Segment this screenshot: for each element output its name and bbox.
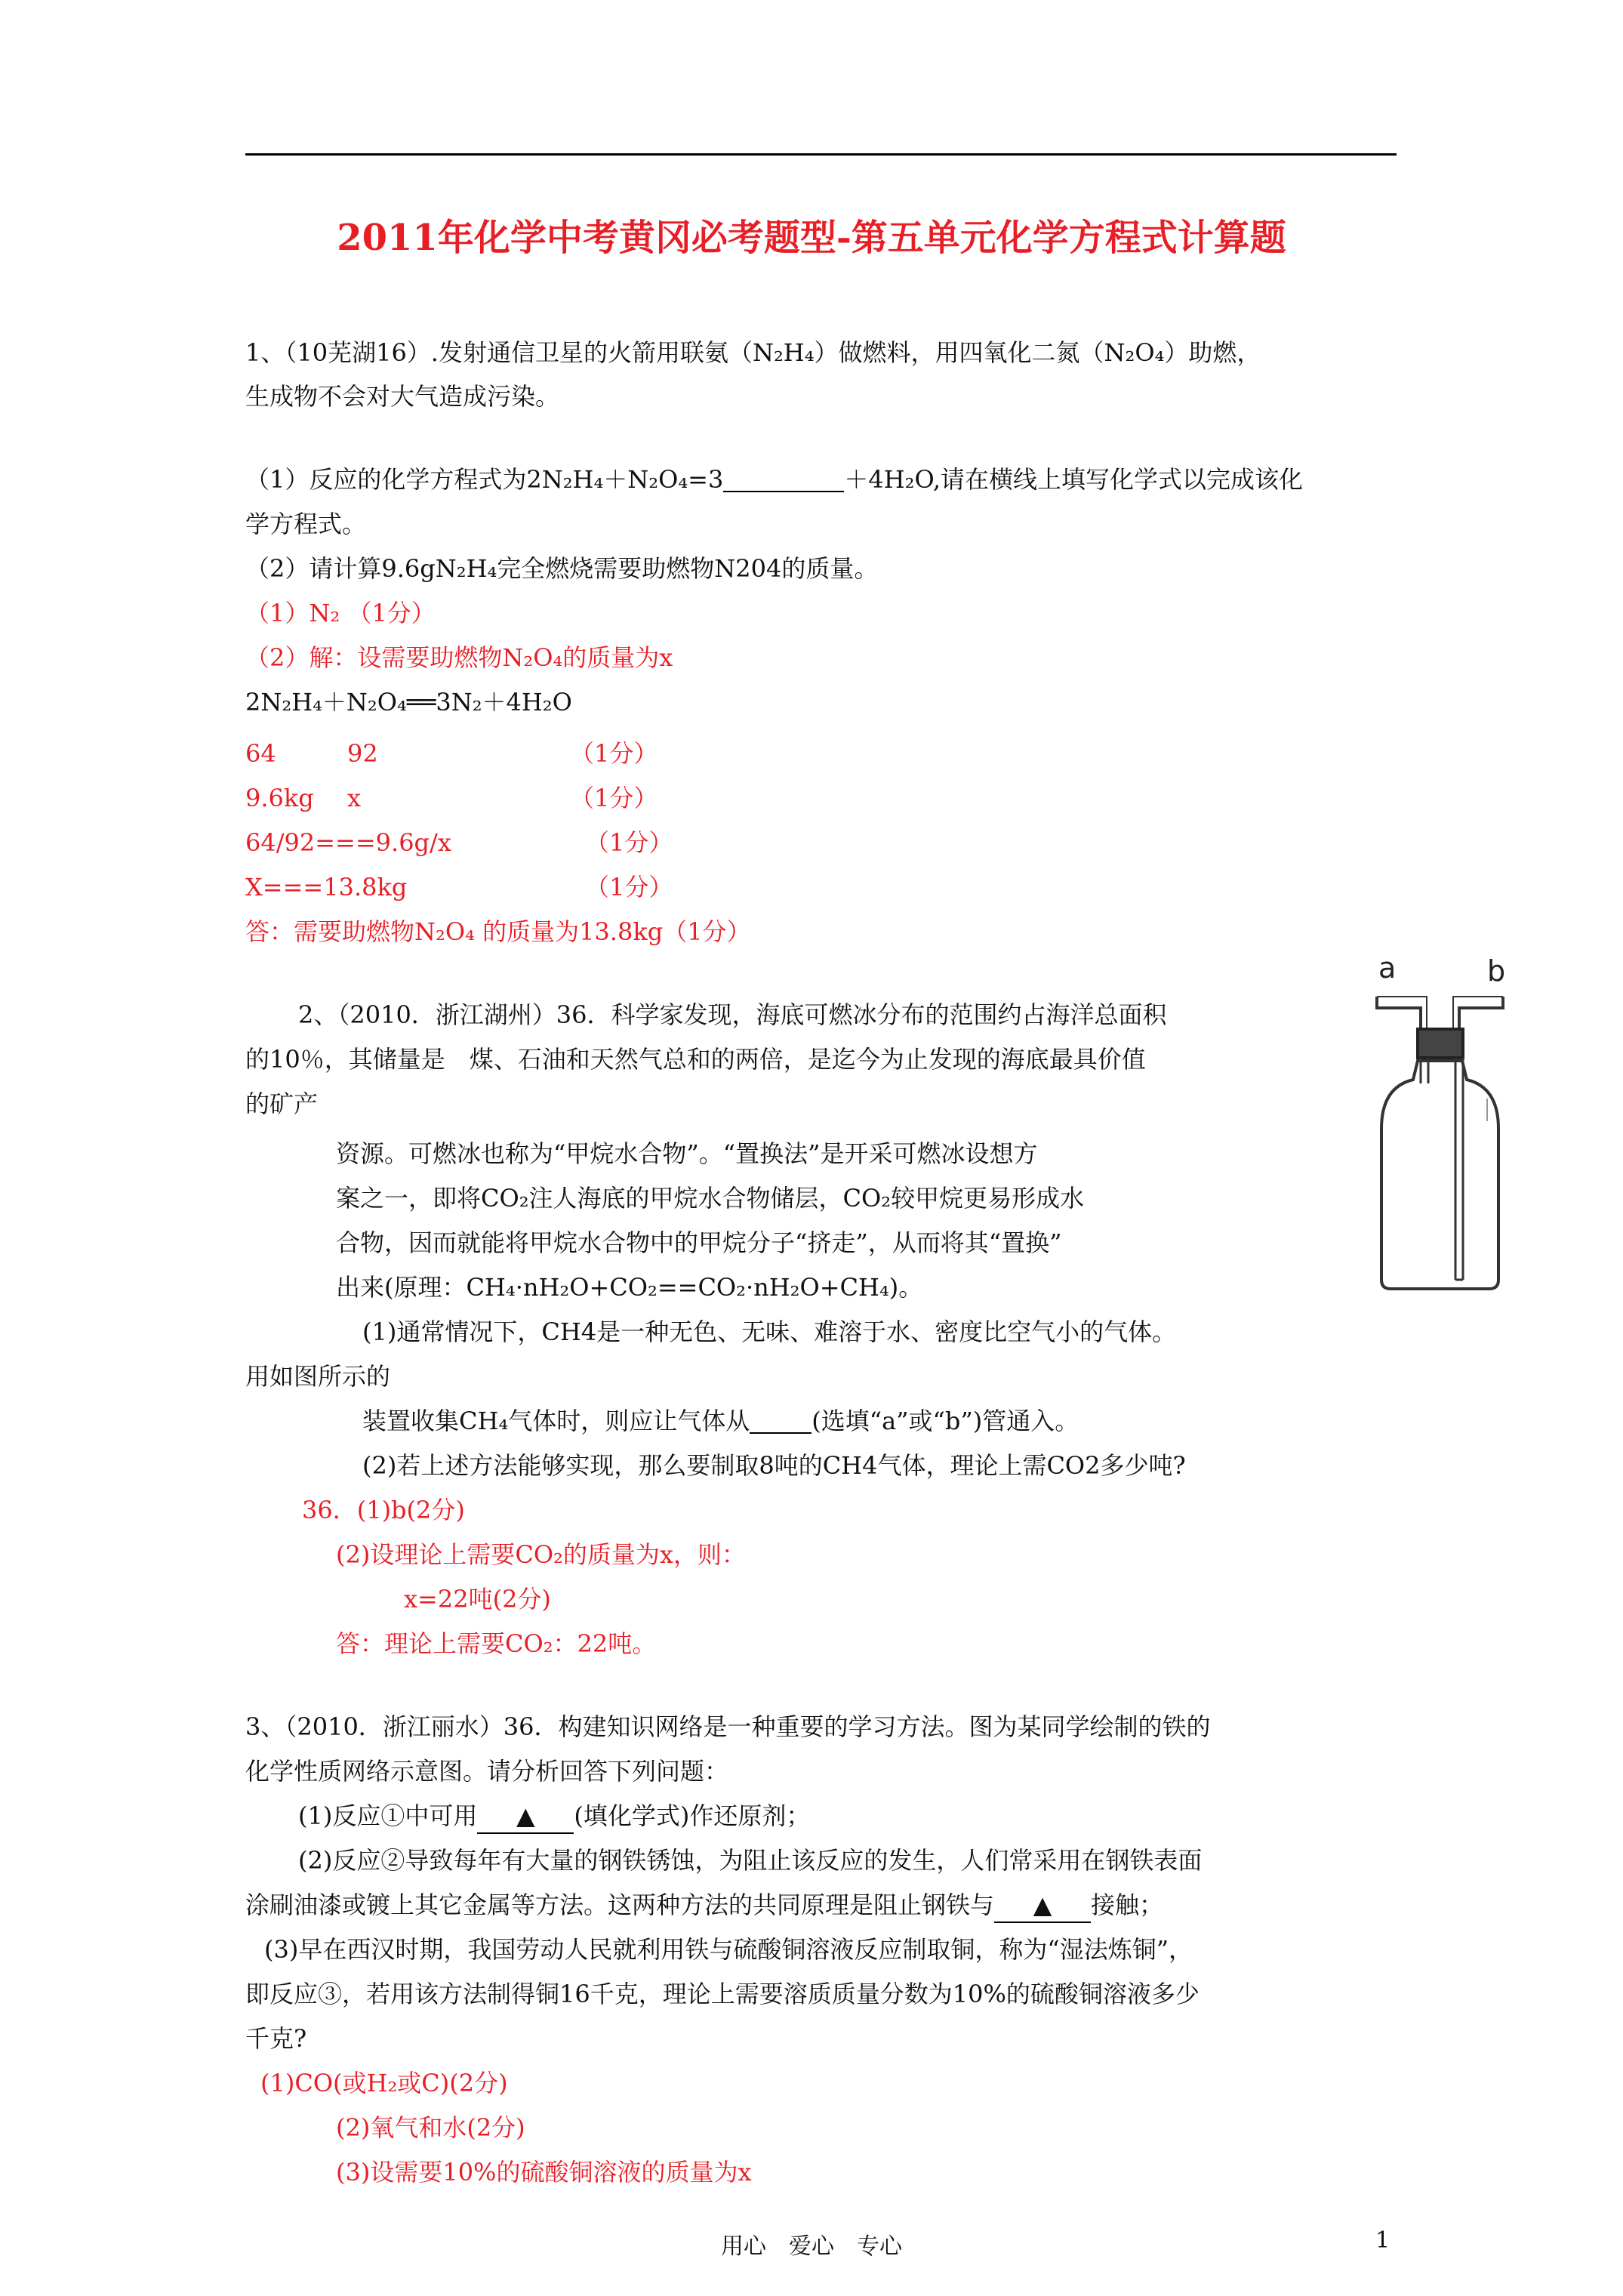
q3-line-8: 千克? [245, 2024, 307, 2053]
q2-line-10-a: 装置收集CH₄气体时，则应让气体从 [362, 1407, 750, 1435]
q1-answer-blank[interactable] [723, 468, 844, 492]
q2-line-11: (2)若上述方法能够实现，那么要制取8吨的CH4气体，理论上需CO2多少吨? [362, 1451, 1186, 1480]
q1-line-4: 学方程式。 [245, 510, 367, 538]
page-title: 2011年化学中考黄冈必考题型-第五单元化学方程式计算题 [337, 217, 1286, 259]
q1-ratio-2-b: x [347, 784, 362, 812]
q1-answer-1: （1）N₂ （1分） [245, 599, 436, 627]
q1-line-3-b: ＋4H₂O,请在横线上填写化学式以完成该化 [844, 465, 1303, 494]
q1-equation: 2N₂H₄＋N₂O₄══3N₂＋4H₂O [245, 688, 572, 717]
q1-ratio-1-b: 92 [347, 739, 378, 768]
q3-line-3 [298, 1799, 810, 1834]
tube-label-a: a [1378, 951, 1397, 985]
q2-line-4: 资源。可燃冰也称为“甲烷水合物”。“置换法”是开采可燃冰设想方 [336, 1139, 1038, 1168]
q2-line-6: 合物，因而就能将甲烷水合物中的甲烷分子“挤走”，从而将其“置换” [336, 1228, 1062, 1257]
q3-line-5 [245, 1888, 1163, 1923]
q2-line-1: 2、（2010．浙江湖州）36．科学家发现，海底可燃冰分布的范围约占海洋总面积 [298, 1000, 1167, 1029]
q2-line-10-b: (选填“a”或“b”)管通入。 [812, 1407, 1079, 1435]
q3-line-2: 化学性质网络示意图。请分析回答下列问题： [245, 1757, 729, 1786]
header-rule [245, 153, 1397, 156]
page-footer: 用心 爱心 专心 [721, 2233, 902, 2260]
q3-line-1: 3、（2010．浙江丽水）36．构建知识网络是一种重要的学习方法。图为某同学绘制的铁的 [245, 1712, 1211, 1741]
q3-line-3-a: (1)反应①中可用 [298, 1801, 478, 1830]
q2-line-2: 的10％，其储量是 煤、石油和天然气总和的两倍，是迄今为止发现的海底最具价值 [245, 1045, 1146, 1074]
q1-answer-2: （2）解：设需要助燃物N₂O₄的质量为x [245, 643, 673, 672]
q1-line-1: 1、（10芜湖16）.发射通信卫星的火箭用联氨（N₂H₄）做燃料，用四氧化二氮（N₂O₄）助燃， [245, 338, 1261, 367]
q2-line-8: (1)通常情况下，CH4是一种无色、无味、难溶于水、密度比空气小的气体。 [362, 1318, 1177, 1346]
q1-line-3 [245, 463, 1303, 496]
gas-bottle-drawing [1377, 997, 1503, 1289]
q1-line-3-a: （1）反应的化学方程式为2N₂H₄＋N₂O₄=3 [245, 465, 724, 494]
q2-line-3: 的矿产 [245, 1089, 319, 1118]
q3-answer-2: (2)氧气和水(2分) [336, 2113, 525, 2142]
q2-answer-3: x=22吨(2分) [404, 1585, 551, 1613]
q3-line-5-a: 涂刷油漆或镀上其它金属等方法。这两种方法的共同原理是阻止钢铁与 [245, 1891, 995, 1919]
q1-result-score: （1分） [585, 873, 673, 901]
q3-answer-1: (1)CO(或H₂或C)(2分) [260, 2069, 508, 2097]
q2-line-9: 用如图所示的 [245, 1362, 391, 1391]
q1-ratio-2-score: （1分） [570, 784, 658, 812]
q1-ratio-1-a: 64 [245, 739, 276, 768]
q2-answer-4: 答：理论上需要CO₂：22吨。 [336, 1629, 657, 1658]
q1-ratio-3-score: （1分） [585, 828, 673, 857]
q3-answer-3: (3)设需要10%的硫酸铜溶液的质量为x [336, 2158, 752, 2187]
q1-ratio-1-score: （1分） [570, 739, 658, 768]
q3-line-4: (2)反应②导致每年有大量的钢铁锈蚀，为阻止该反应的发生，人们常采用在钢铁表面 [298, 1846, 1203, 1875]
q2-answer-2: (2)设理论上需要CO₂的质量为x，则： [336, 1540, 746, 1569]
gas-bottle-figure [1374, 948, 1506, 1291]
tube-label-b: b [1487, 954, 1506, 988]
q1-line-2: 生成物不会对大气造成污染。 [245, 382, 560, 411]
q1-final-answer: 答：需要助燃物N₂O₄ 的质量为13.8kg（1分） [245, 917, 751, 946]
q1-result: X===13.8kg [245, 873, 408, 901]
page-number: 1 [1375, 2227, 1390, 2254]
q3-line-7: 即反应③，若用该方法制得铜16千克，理论上需要溶质质量分数为10%的硫酸铜溶液多少 [245, 1980, 1200, 2008]
q1-ratio-2-a: 9.6kg [245, 784, 314, 812]
q3-line-3-b: (填化学式)作还原剂； [574, 1801, 811, 1830]
q2-line-5: 案之一，即将CO₂注人海底的甲烷水合物储层，CO₂较甲烷更易形成水 [336, 1184, 1085, 1213]
q2-line-10 [362, 1404, 1079, 1438]
q2-line-7: 出来(原理：CH₄·nH₂O+CO₂==CO₂·nH₂O+CH₄)。 [336, 1273, 923, 1302]
q3-answer-blank-2[interactable]: ▲ [994, 1888, 1091, 1923]
q1-ratio-3: 64/92===9.6g/x [245, 828, 451, 857]
q1-line-5: （2）请计算9.6gN₂H₄完全燃烧需要助燃物N204的质量。 [245, 554, 879, 583]
q2-answer-1: 36．(1)b(2分) [302, 1496, 465, 1524]
q2-answer-blank[interactable] [750, 1410, 812, 1434]
q3-answer-blank-1[interactable]: ▲ [477, 1799, 574, 1834]
q3-line-5-b: 接触； [1091, 1891, 1164, 1919]
q3-line-6: (3)早在西汉时期，我国劳动人民就利用铁与硫酸铜溶液反应制取铜，称为“湿法炼铜”， [264, 1935, 1193, 1964]
